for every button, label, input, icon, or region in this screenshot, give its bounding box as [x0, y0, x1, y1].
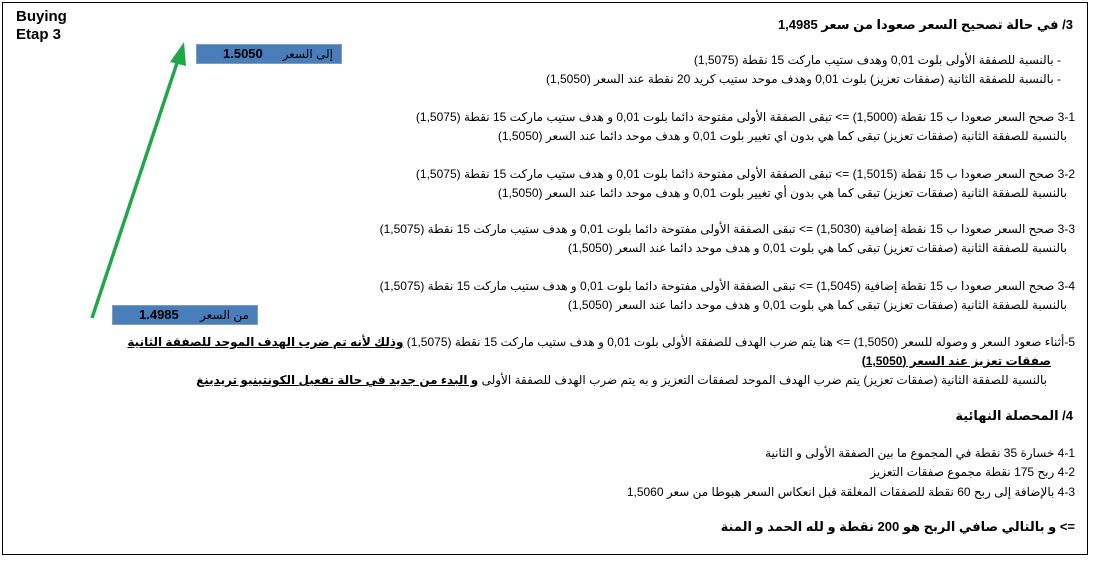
- step-3-5-emphasis: وذلك لأنه تم ضرب الهدف الموحد للصفقة الثانية: [127, 335, 404, 349]
- title-line-1: Buying: [16, 8, 67, 25]
- target-price-value: 1.5050: [223, 46, 263, 61]
- result-4-2: 4-2 ربح 175 نقطة مجموع صفقات التعزيز: [870, 465, 1075, 479]
- step-3-5-line-3: [196, 373, 1047, 388]
- step-3-3-line-2: بالنسبة للصفقة الثانية (صفقات تعزيز) تبقى كما هي بلوت 0,01 و هدف موحد دائما عند السعر (1,5050): [567, 241, 1067, 255]
- step-3-5-line-3-emphasis: و البدء من جديد في حالة تفعيل الكونتينيو تريدينغ: [196, 373, 479, 387]
- step-3-3-line-1: 3-3 صحح السعر صعودا ب 15 نقطة إضافية (1,5030) => تبقى الصفقة الأولى مفتوحة دائما بلوت 0,01 و هدف ستيب ماركت 15 نقطة (1,5075): [379, 222, 1075, 236]
- conclusion: => و بالتالي صافي الربح هو 200 نقطة و لله الحمد و المنة: [720, 519, 1075, 534]
- arrow-head-icon: [170, 42, 186, 66]
- title-line-2: Etap 3: [16, 26, 62, 43]
- step-3-2-line-2: بالنسبة للصفقة الثانية (صفقات تعزيز) تبقى كما هي بدون أي تغيير بلوت 0,01 و هدف موحد دائما عند السعر (1,5050): [497, 186, 1067, 200]
- step-3-1-line-1: 3-1 صحح السعر صعودا ب 15 نقطة (1,5000) => تبقى الصفقة الأولى مفتوحة دائما بلوت 0,01 و هدف ستيب ماركت 15 نقطة (1,5075): [415, 110, 1075, 124]
- result-4-3: 4-3 بالإضافة إلى ربح 60 نقطة للصفقات المغلقة قبل انعكاس السعر هبوطا من سعر 1,5060: [626, 485, 1075, 499]
- step-3-4-line-2: بالنسبة للصفقة الثانية (صفقات تعزيز) تبقى كما هي بلوت 0,01 و هدف موحد دائما عند السعر (1,5050): [567, 298, 1067, 312]
- target-price-badge: [196, 44, 342, 64]
- section-3-heading: 3/ في حالة تصحيح السعر صعودا من سعر 1,4985: [777, 17, 1073, 32]
- bullet-first-trade: - بالنسبة للصفقة الأولى بلوت 0,01 وهدف ستيب ماركت 15 نقطة (1,5075): [693, 53, 1061, 67]
- target-price-label: إلى السعر: [282, 47, 333, 61]
- bullet-second-trade: - بالنسبة للصفقة الثانية (صفقات تعزيز) بلوت 0,01 وهدف موحد ستيب كريد 20 نقطة عند السعر (1,5050): [545, 72, 1061, 86]
- section-4-heading: 4/ المحصلة النهائية: [955, 408, 1073, 423]
- arrow-shaft: [92, 60, 178, 318]
- step-3-5-line-2: صفقات تعزيز عند السعر (1,5050): [861, 354, 1051, 368]
- origin-price-value: 1.4985: [139, 307, 179, 322]
- result-4-1: 4-1 خسارة 35 نقطة في المجموع ما بين الصفقة الأولى و الثانية: [765, 446, 1075, 460]
- origin-price-badge: [112, 305, 258, 325]
- origin-price-label: من السعر: [199, 308, 249, 322]
- step-3-5-line-1: [127, 335, 1075, 350]
- step-3-4-line-1: 3-4 صحح السعر صعودا ب 15 نقطة إضافية (1,5045) => تبقى الصفقة الأولى مفتوحة دائما بلوت 0,01 و هدف ستيب ماركت 15 نقطة (1,5075): [379, 279, 1075, 293]
- step-3-5-text: 5-أثناء صعود السعر و وصوله للسعر (1,5050) => هنا يتم ضرب الهدف للصفقة الأولى بلوت 0,01 و هدف ستيب ماركت 15 نقطة (1,5075): [403, 335, 1075, 349]
- step-3-5-line-3-text: بالنسبة للصفقة الثانية (صفقات تعزيز) يتم ضرب الهدف الموحد لصفقات التعزيز و به يتم ضرب الهدف للصفقة الأولى: [478, 373, 1047, 387]
- step-3-2-line-1: 3-2 صحح السعر صعودا ب 15 نقطة (1,5015) => تبقى الصفقة الأولى مفتوحة دائما بلوت 0,01 و هدف ستيب ماركت 15 نقطة (1,5075): [415, 167, 1075, 181]
- step-3-1-line-2: بالنسبة للصفقة الثانية (صفقات تعزيز) تبقى كما هي بدون اي تغيير بلوت 0,01 و هدف موحد دائما عند السعر (1,5050): [497, 129, 1067, 143]
